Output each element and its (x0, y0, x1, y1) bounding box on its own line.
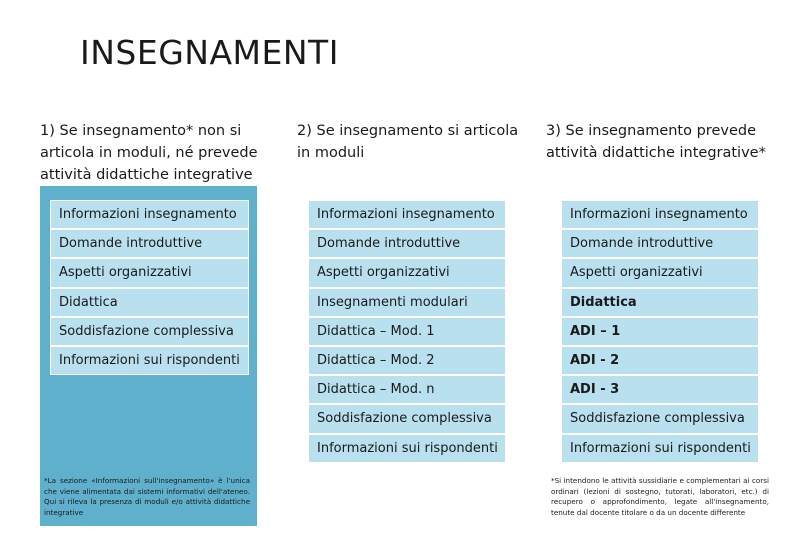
section-row: Didattica (561, 288, 759, 317)
section-row: Informazioni sui rispondenti (561, 434, 759, 463)
section-row: ADI - 3 (561, 375, 759, 404)
section-row: Domande introduttive (50, 229, 249, 258)
section-row: Informazioni insegnamento (50, 200, 249, 229)
column-2-heading: 2) Se insegnamento si articola in moduli (297, 123, 519, 161)
section-row: Aspetti organizzativi (308, 258, 506, 287)
section-row: Informazioni insegnamento (308, 200, 506, 229)
section-row: Didattica (50, 288, 249, 317)
column-3-footnote: *Si intendono le attività sussidiarie e complementari ai corsi ordinari (lezioni di sostegno, tutorati, laboratori, etc.) di recupero o approfondimento, legate all'insegnamento, tenute dal docente titolare o da un docente differente (551, 476, 769, 517)
section-row: Informazioni sui rispondenti (308, 434, 506, 463)
column-3-heading: 3) Se insegnamento prevede attività didattiche integrative* (546, 123, 766, 161)
column-1-footnote: *La sezione «Informazioni sull'insegnamento» è l'unica che viene alimentata dai sistemi informativi dell'ateneo. Qui si rileva la presenza di moduli e/o attività didattiche integrative (44, 476, 250, 517)
section-row: Domande introduttive (561, 229, 759, 258)
section-row: Insegnamenti modulari (308, 288, 506, 317)
section-row: ADI – 1 (561, 317, 759, 346)
section-row: Didattica – Mod. n (308, 375, 506, 404)
section-row: Aspetti organizzativi (50, 258, 249, 287)
section-row: ADI - 2 (561, 346, 759, 375)
section-row: Soddisfazione complessiva (308, 404, 506, 433)
section-row: Didattica – Mod. 2 (308, 346, 506, 375)
page-title: INSEGNAMENTI (80, 33, 339, 72)
section-row: Didattica – Mod. 1 (308, 317, 506, 346)
section-row: Informazioni sui rispondenti (50, 346, 249, 375)
section-row: Aspetti organizzativi (561, 258, 759, 287)
section-row: Soddisfazione complessiva (561, 404, 759, 433)
section-row: Soddisfazione complessiva (50, 317, 249, 346)
section-row: Domande introduttive (308, 229, 506, 258)
column-1-heading: 1) Se insegnamento* non si articola in moduli, né prevede attività didattiche integrative (40, 123, 258, 183)
section-row: Informazioni insegnamento (561, 200, 759, 229)
